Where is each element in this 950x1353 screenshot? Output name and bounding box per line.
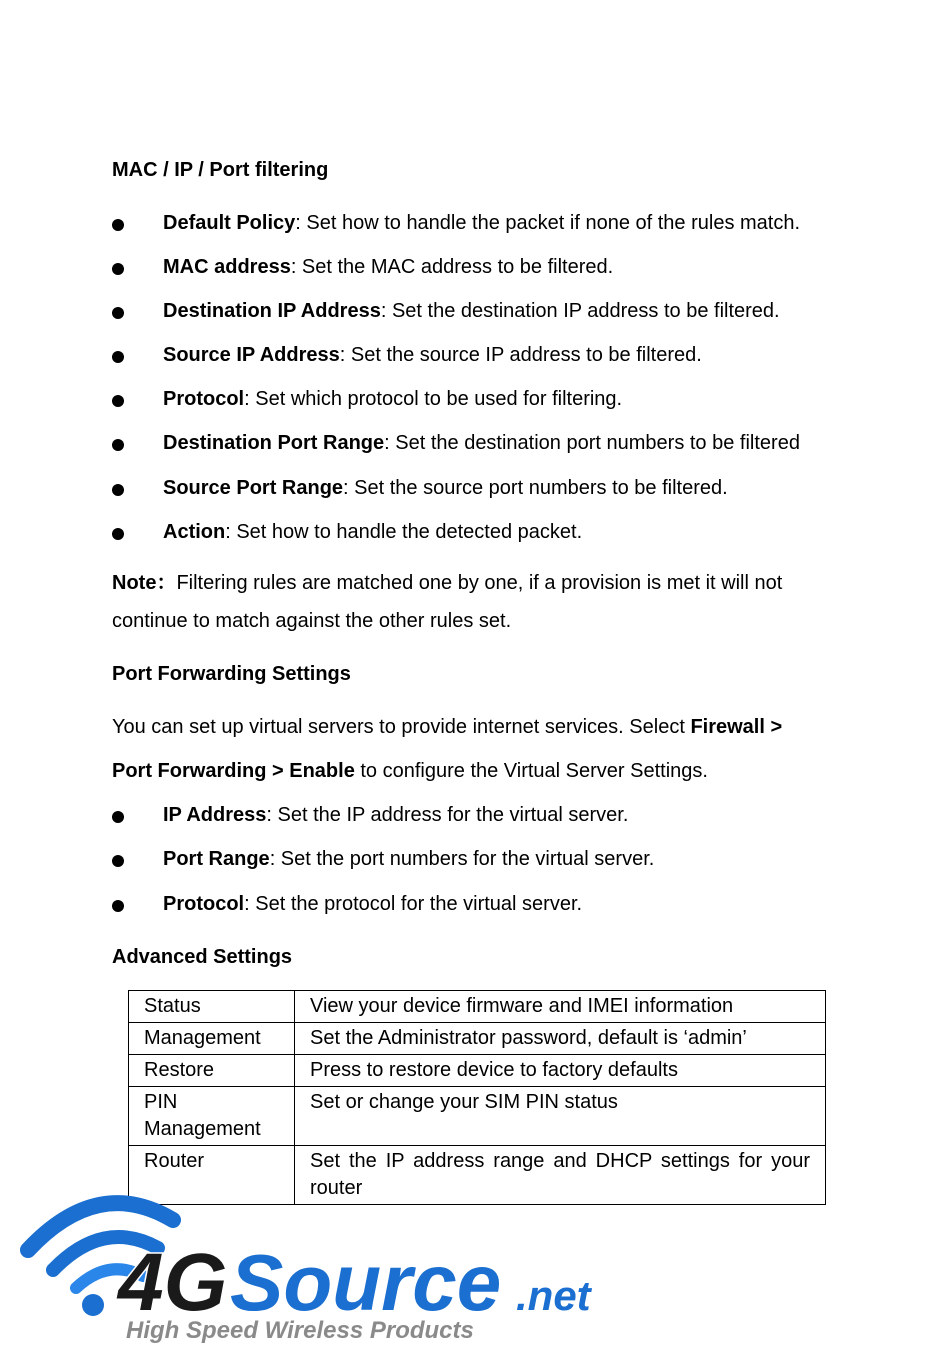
- intro-paragraph-line2: [112, 760, 708, 783]
- table-cell-desc: Set the Administrator password, default is ‘admin’: [295, 1023, 826, 1055]
- item-desc: : Set the destination IP address to be filtered.: [380, 300, 780, 322]
- logo-brand-word: Source: [230, 1238, 502, 1327]
- table-row: [129, 1087, 826, 1146]
- item-term: IP Address: [163, 804, 267, 826]
- item-desc: : Set the source port numbers to be filtered.: [343, 477, 728, 499]
- note-paragraph-line2: continue to match against the other rules set.: [112, 610, 512, 632]
- item-term: Protocol: [163, 893, 245, 915]
- menu-path: Port Forwarding > Enable: [112, 760, 355, 782]
- table-cell-name: Status: [129, 991, 295, 1023]
- intro-paragraph-line1: [112, 716, 782, 739]
- item-desc: : Set the destination port numbers to be filtered: [384, 432, 800, 454]
- item-term: Source Port Range: [163, 477, 344, 499]
- bullet-dot: [112, 219, 124, 231]
- menu-path: Firewall >: [690, 716, 783, 738]
- item-term: MAC address: [163, 256, 291, 278]
- bullet-dot: [112, 811, 124, 823]
- table-row: [129, 1023, 826, 1055]
- item-desc: : Set the protocol for the virtual server.: [244, 893, 583, 915]
- bullet-dot: [112, 484, 124, 496]
- item-desc: : Set how to handle the detected packet.: [225, 521, 583, 543]
- bullet-dot: [112, 528, 124, 540]
- advanced-settings-table: [128, 990, 826, 1205]
- item-term: Port Range: [163, 848, 270, 870]
- section-title-advanced-settings: Advanced Settings: [112, 946, 293, 968]
- item-term: Action: [163, 521, 226, 543]
- table-cell-name: Router: [129, 1146, 295, 1205]
- bullet-dot: [112, 307, 124, 319]
- 4gsource-logo: [8, 1180, 608, 1350]
- note-text: Filtering rules are matched one by one, if a provision is met it will not: [176, 572, 783, 594]
- item-desc: : Set the source IP address to be filtered.: [339, 344, 702, 366]
- bullet-dot: [112, 855, 124, 867]
- item-term: Protocol: [163, 388, 245, 410]
- note-label: Note：: [112, 572, 177, 594]
- bullet-dot: [112, 351, 124, 363]
- bullet-dot: [112, 900, 124, 912]
- note-paragraph-line1: [112, 566, 782, 595]
- table-cell-desc: Press to restore device to factory defaults: [295, 1055, 826, 1087]
- item-desc: : Set how to handle the packet if none of the rules match.: [295, 212, 801, 234]
- section-title-port-forwarding: Port Forwarding Settings: [112, 663, 351, 685]
- logo-brand-number: 4G: [118, 1237, 228, 1328]
- logo-tagline: High Speed Wireless Products: [126, 1317, 474, 1344]
- item-desc: : Set the port numbers for the virtual server.: [269, 848, 655, 870]
- logo-brand-suffix: .net: [516, 1272, 591, 1319]
- table-row: [129, 991, 826, 1023]
- table-cell-name: Restore: [129, 1055, 295, 1087]
- item-term: Source IP Address: [163, 344, 340, 366]
- section-title-mac-ip-port-filtering: MAC / IP / Port filtering: [112, 159, 329, 181]
- intro-text: to configure the Virtual Server Settings.: [354, 760, 708, 782]
- bullet-dot: [112, 263, 124, 275]
- item-desc: : Set the IP address for the virtual server.: [266, 804, 629, 826]
- item-term: Destination IP Address: [163, 300, 381, 322]
- table-row: [129, 1055, 826, 1087]
- table-cell-name: PIN Management: [129, 1087, 295, 1146]
- bullet-dot: [112, 439, 124, 451]
- intro-text: You can set up virtual servers to provide internet services. Select: [112, 716, 691, 738]
- table-cell-desc: View your device firmware and IMEI information: [295, 991, 826, 1023]
- bullet-dot: [112, 395, 124, 407]
- table-cell-desc: Set the IP address range and DHCP settings for your router: [295, 1146, 826, 1205]
- table-cell-name: Management: [129, 1023, 295, 1055]
- item-desc: : Set which protocol to be used for filtering.: [244, 388, 623, 410]
- item-desc: : Set the MAC address to be filtered.: [290, 256, 614, 278]
- item-term: Default Policy: [163, 212, 296, 234]
- item-term: Destination Port Range: [163, 432, 385, 454]
- table-cell-desc: Set or change your SIM PIN status: [295, 1087, 826, 1146]
